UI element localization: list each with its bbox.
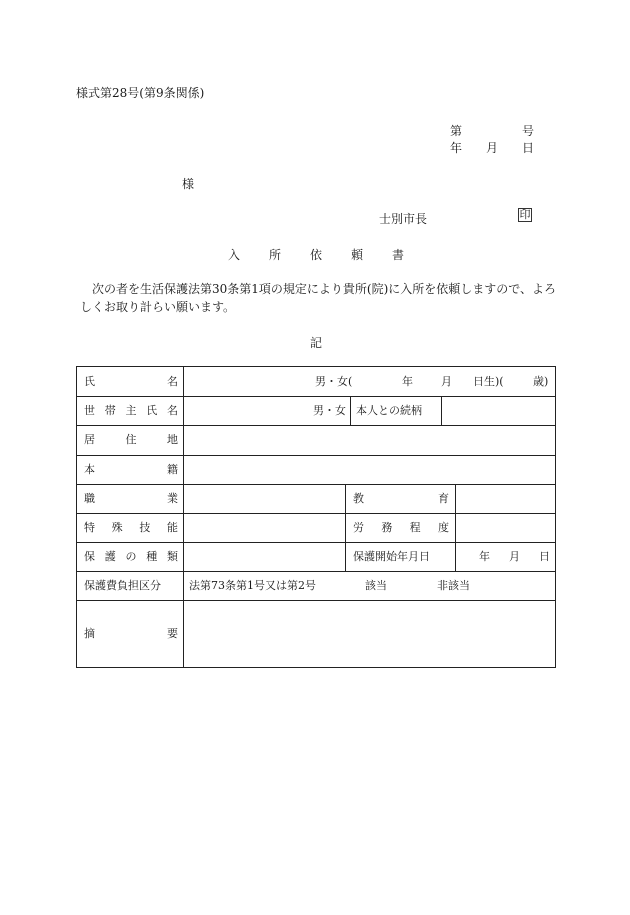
body-text-line2: しくお取り計らい願います。 — [80, 300, 236, 314]
date-month: 月 — [486, 141, 499, 155]
occupation-label: 職 業 — [84, 492, 178, 505]
start-year: 年 — [479, 550, 490, 563]
name-age: 歳) — [533, 375, 549, 388]
burden-law: 法第73条第1号又は第2号 — [189, 579, 316, 592]
date-day: 日 — [522, 141, 535, 155]
name-gender-open: 男・女( — [315, 375, 353, 388]
name-birth-day: 日生)( — [473, 375, 504, 388]
protection-start-label: 保護開始年月日 — [353, 550, 430, 563]
title-char: 依 — [309, 248, 322, 262]
domicile-label: 本 籍 — [84, 463, 178, 476]
title-char: 書 — [391, 248, 404, 262]
residence-label: 居 住 地 — [84, 433, 178, 446]
burden-not-applicable: 非該当 — [437, 579, 470, 592]
summary-label: 摘 要 — [84, 627, 178, 640]
title-char: 頼 — [350, 248, 363, 262]
issuer-name: 士別市長 — [379, 212, 428, 226]
name-label: 氏 名 — [84, 375, 178, 388]
protection-type-label: 保 護 の 種 類 — [84, 550, 178, 563]
relation-label: 本人との続柄 — [356, 404, 422, 417]
title-char: 所 — [268, 248, 281, 262]
document-number-suffix: 号 — [522, 124, 535, 138]
seal-mark: 印 — [519, 208, 531, 221]
start-month: 月 — [509, 550, 520, 563]
skills-label: 特 殊 技 能 — [84, 521, 178, 534]
date-year: 年 — [450, 141, 463, 155]
form-number: 様式第28号(第9条関係) — [76, 86, 205, 100]
details-table — [76, 366, 556, 668]
household-gender: 男・女 — [313, 404, 346, 417]
start-day: 日 — [539, 550, 550, 563]
burden-label: 保護費負担区分 — [84, 579, 161, 592]
education-label: 教 育 — [353, 492, 449, 505]
document-title — [228, 246, 404, 263]
name-birth-month: 月 — [441, 375, 452, 388]
labor-label: 労 務 程 度 — [353, 521, 449, 534]
household-head-label: 世 帯 主 氏 名 — [84, 404, 178, 417]
document-number-prefix: 第 — [450, 124, 463, 138]
name-birth-year: 年 — [402, 375, 413, 388]
body-text-line1: 次の者を生活保護法第30条第1項の規定により貴所(院)に入所を依頼しますので、よろ — [92, 282, 557, 296]
title-char: 入 — [228, 248, 241, 262]
ki-heading: 記 — [310, 336, 323, 350]
addressee-suffix: 様 — [182, 177, 195, 191]
burden-applicable: 該当 — [365, 579, 387, 592]
